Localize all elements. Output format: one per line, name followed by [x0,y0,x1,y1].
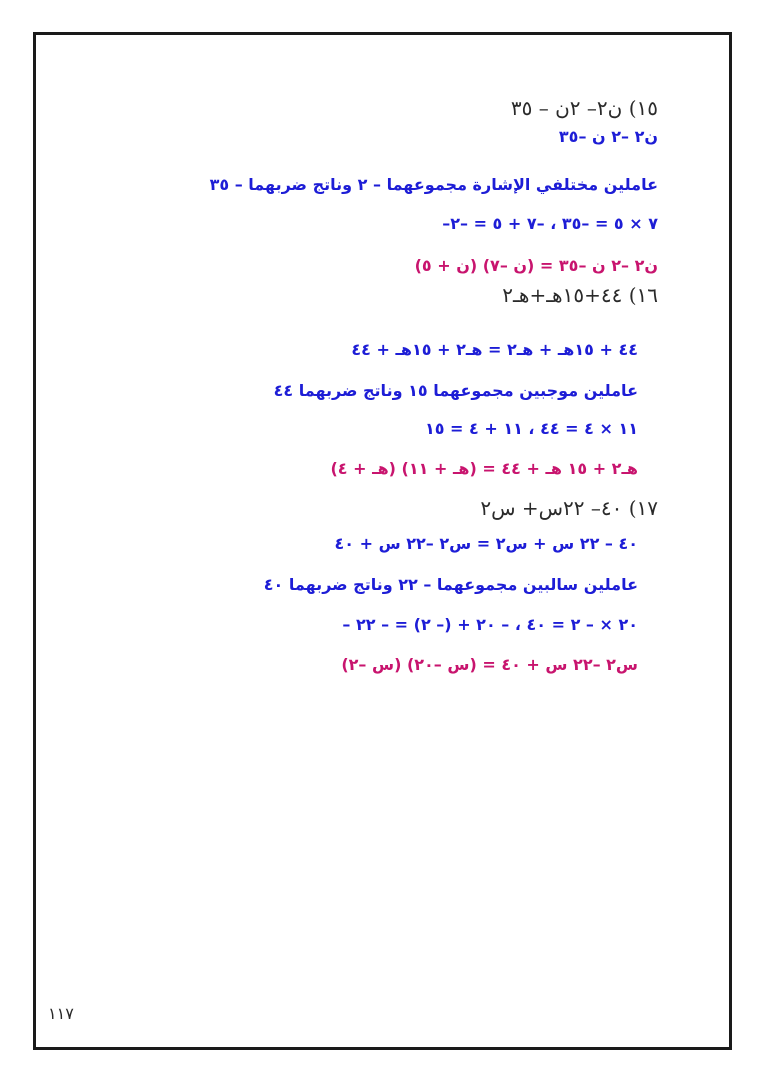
page-number: ١١٧ [48,1004,74,1023]
problem-16-answer: هـ٢ + ١٥ هـ + ٤٤ = (هـ + ١١) (هـ + ٤) [330,459,638,478]
problem-15-answer: ن٢ –٢ ن –٣٥ = (ن –٧) (ن + ٥) [414,256,658,275]
problem-16-factor-rule: عاملين موجبين مجموعهما ١٥ وناتج ضربهما ٤٤ [273,381,638,400]
problem-16-reorder: ٤٤ + ١٥هـ + هـ٢ = هـ٢ + ١٥هـ + ٤٤ [351,340,638,359]
problem-17-factor-check: – ٢٠ × – ٢ = ٤٠ ، – ٢٠ + (– ٢) = – ٢٢ [342,615,638,634]
problem-15-factor-rule: عاملين مختلفي الإشارة مجموعهما – ٢ وناتج ضربهما – ٣٥ [209,175,658,194]
problem-17-factor-rule: عاملين سالبين مجموعهما – ٢٢ وناتج ضربهما ٤٠ [263,575,638,594]
problem-16-factor-check: ١١ × ٤ = ٤٤ ، ١١ + ٤ = ١٥ [424,419,638,438]
problem-16-question: ١٦) ٤٤+١٥هـ+هـ٢ [502,283,658,307]
problem-17-reorder: ٤٠ – ٢٢ س + س٢ = س٢ –٢٢ س + ٤٠ [334,534,638,553]
problem-15-expression: ن٢ –٢ ن –٣٥ [558,127,658,146]
problem-17-answer: س٢ –٢٢ س + ٤٠ = (س –٢٠) (س –٢) [341,655,638,674]
problem-15-question: ١٥) ن٢– ٢ن – ٣٥ [510,96,658,120]
problem-15-factor-check: –٧ × ٥ = –٣٥ ، –٧ + ٥ = –٢ [442,214,658,233]
problem-17-question: ١٧) ٤٠– ٢٢س+ س٢ [480,496,658,520]
